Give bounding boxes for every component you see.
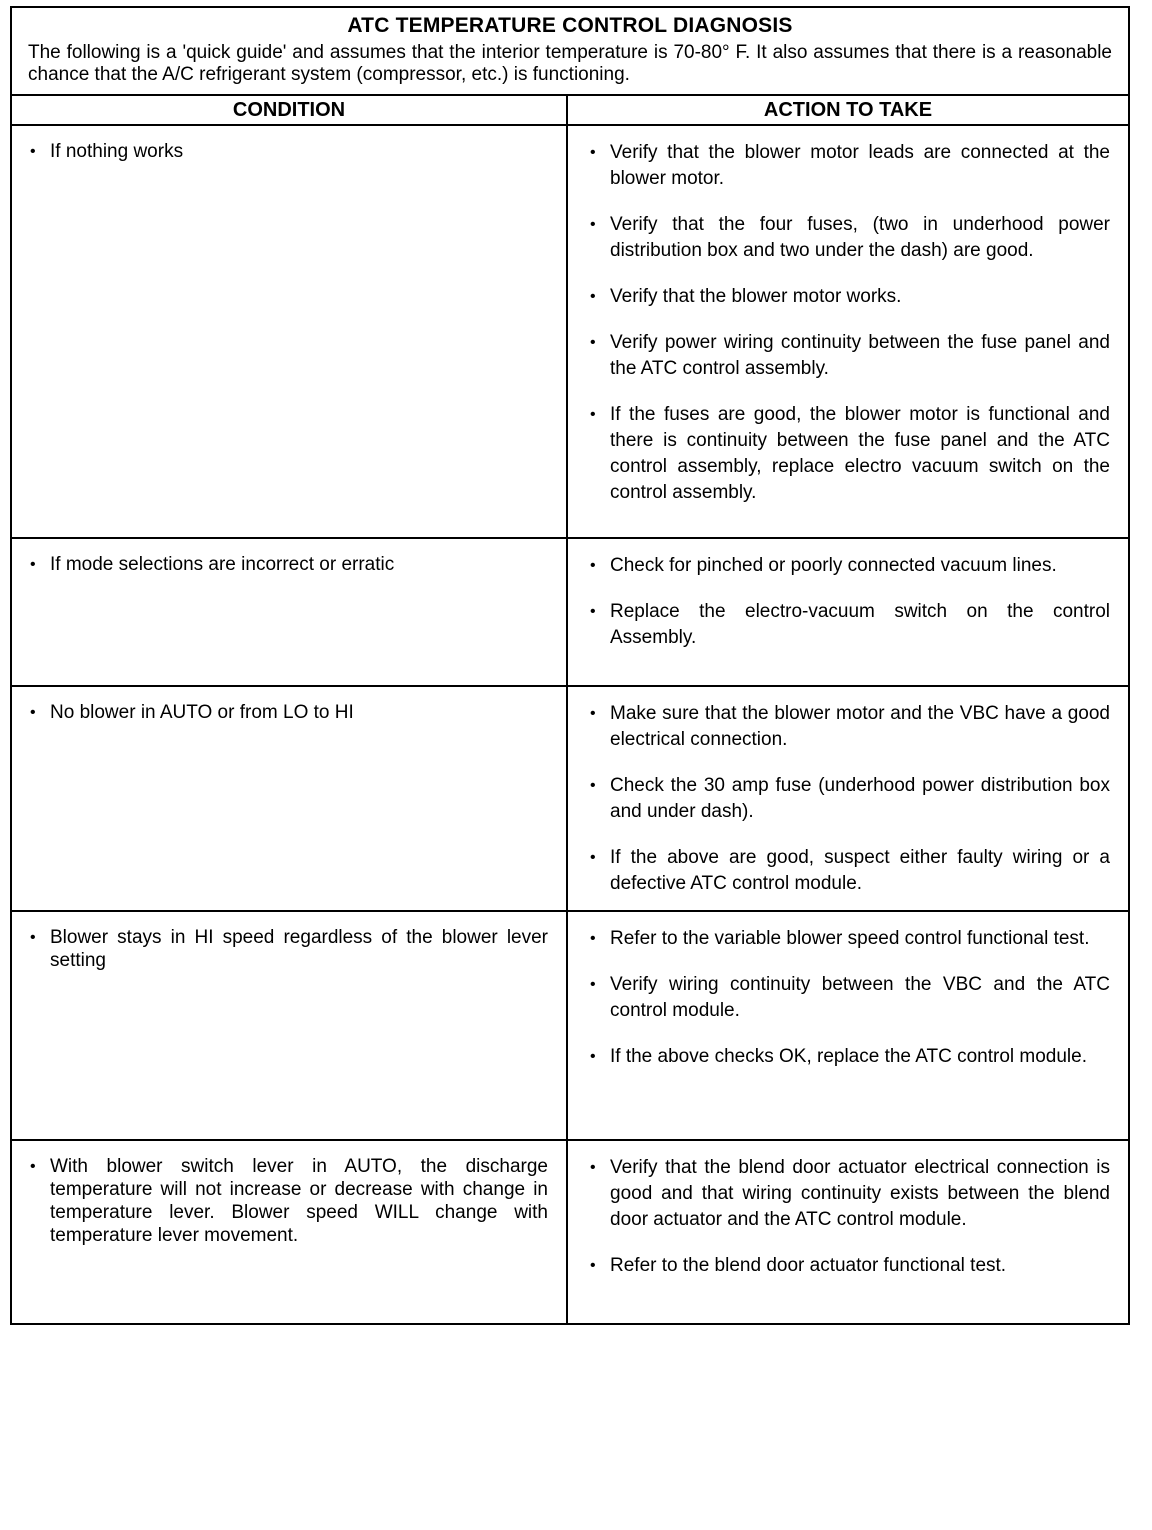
action-item: [588, 972, 1110, 1024]
action-item: [588, 330, 1110, 382]
action-text: Verify wiring continuity between the VBC and the ATC control module.: [610, 974, 1110, 1021]
action-text: Refer to the variable blower speed control functional test.: [610, 928, 1090, 949]
action-text: If the above are good, suspect either faulty wiring or a defective ATC control module.: [610, 847, 1110, 894]
action-item: [588, 1253, 1110, 1279]
condition-item: [28, 926, 548, 972]
action-item: [588, 1044, 1110, 1070]
page-title: ATC TEMPERATURE CONTROL DIAGNOSIS: [347, 14, 793, 37]
condition-cell: [12, 126, 568, 537]
bullet-icon: •: [590, 406, 596, 423]
action-text: Check the 30 amp fuse (underhood power distribution box and under dash).: [610, 775, 1110, 822]
table-row: [12, 126, 1128, 539]
action-text: Check for pinched or poorly connected vacuum lines.: [610, 555, 1057, 576]
action-item: [588, 926, 1110, 952]
table-row: [12, 912, 1128, 1141]
bullet-icon: •: [590, 976, 596, 993]
condition-item: [28, 701, 548, 724]
condition-cell: [12, 1141, 568, 1323]
column-header-action: ACTION TO TAKE: [763, 99, 933, 121]
action-item: [588, 599, 1110, 651]
bullet-icon: •: [590, 705, 596, 722]
condition-item: [28, 553, 548, 576]
table-header: [12, 8, 1128, 96]
bullet-icon: •: [590, 1048, 596, 1065]
bullet-icon: •: [590, 849, 596, 866]
action-text: Verify that the blend door actuator electrical connection is good and that wiring continuity exists between the blend door actuator and the ATC control module.: [610, 1157, 1110, 1230]
table-row: [12, 687, 1128, 912]
action-text: Replace the electro-vacuum switch on the control Assembly.: [610, 601, 1110, 648]
action-cell: [568, 912, 1128, 1139]
action-text: Verify power wiring continuity between the fuse panel and the ATC control assembly.: [610, 332, 1110, 379]
column-header-condition: CONDITION: [12, 96, 568, 124]
action-text: If the fuses are good, the blower motor is functional and there is continuity between the fuse panel and the ATC control assembly, replace electro vacuum switch on the control assembly.: [610, 404, 1110, 503]
bullet-icon: •: [590, 603, 596, 620]
action-text: Refer to the blend door actuator functional test.: [610, 1255, 1007, 1276]
diagnosis-table: [10, 6, 1130, 1325]
action-cell: [568, 539, 1128, 685]
condition-text: No blower in AUTO or from LO to HI: [50, 702, 354, 723]
bullet-icon: •: [590, 930, 596, 947]
action-item: [588, 1155, 1110, 1233]
bullet-icon: •: [590, 1257, 596, 1274]
action-item: [588, 701, 1110, 753]
bullet-icon: •: [590, 1159, 596, 1176]
condition-text: If nothing works: [50, 141, 184, 162]
bullet-icon: •: [590, 144, 596, 161]
action-item: [588, 284, 1110, 310]
action-text: Make sure that the blower motor and the VBC have a good electrical connection.: [610, 703, 1110, 750]
table-row: [12, 1141, 1128, 1323]
table-body: [12, 126, 1128, 1323]
action-cell: [568, 1141, 1128, 1323]
condition-cell: [12, 539, 568, 685]
column-headers: [12, 96, 1128, 126]
action-item: [588, 212, 1110, 264]
action-text: Verify that the blower motor leads are connected at the blower motor.: [610, 142, 1110, 189]
action-cell: [568, 687, 1128, 910]
condition-cell: [12, 687, 568, 910]
action-text: If the above checks OK, replace the ATC control module.: [610, 1046, 1088, 1067]
table-row: [12, 539, 1128, 687]
action-text: Verify that the four fuses, (two in underhood power distribution box and two under the dash) are good.: [610, 214, 1110, 261]
bullet-icon: •: [590, 777, 596, 794]
condition-cell: [12, 912, 568, 1139]
bullet-icon: •: [30, 704, 36, 721]
action-item: [588, 140, 1110, 192]
action-item: [588, 773, 1110, 825]
bullet-icon: •: [590, 216, 596, 233]
condition-text: If mode selections are incorrect or erratic: [50, 554, 395, 575]
bullet-icon: •: [30, 556, 36, 573]
bullet-icon: •: [30, 143, 36, 160]
action-item: [588, 553, 1110, 579]
action-text: Verify that the blower motor works.: [610, 286, 902, 307]
condition-item: [28, 140, 548, 163]
intro-paragraph: The following is a 'quick guide' and assumes that the interior temperature is 70-80° F. It also assumes that there is a reasonable chance that the A/C refrigerant system (compressor, etc.) is functioning.: [28, 42, 1112, 85]
bullet-icon: •: [590, 288, 596, 305]
condition-text: With blower switch lever in AUTO, the discharge temperature will not increase or decrease with change in temperature lever. Blower speed WILL change with temperature lever movement.: [50, 1156, 548, 1246]
bullet-icon: •: [30, 1158, 36, 1175]
bullet-icon: •: [590, 334, 596, 351]
condition-item: [28, 1155, 548, 1247]
action-cell: [568, 126, 1128, 537]
action-item: [588, 402, 1110, 506]
bullet-icon: •: [590, 557, 596, 574]
action-item: [588, 845, 1110, 897]
bullet-icon: •: [30, 929, 36, 946]
condition-text: Blower stays in HI speed regardless of the blower lever setting: [50, 927, 548, 971]
